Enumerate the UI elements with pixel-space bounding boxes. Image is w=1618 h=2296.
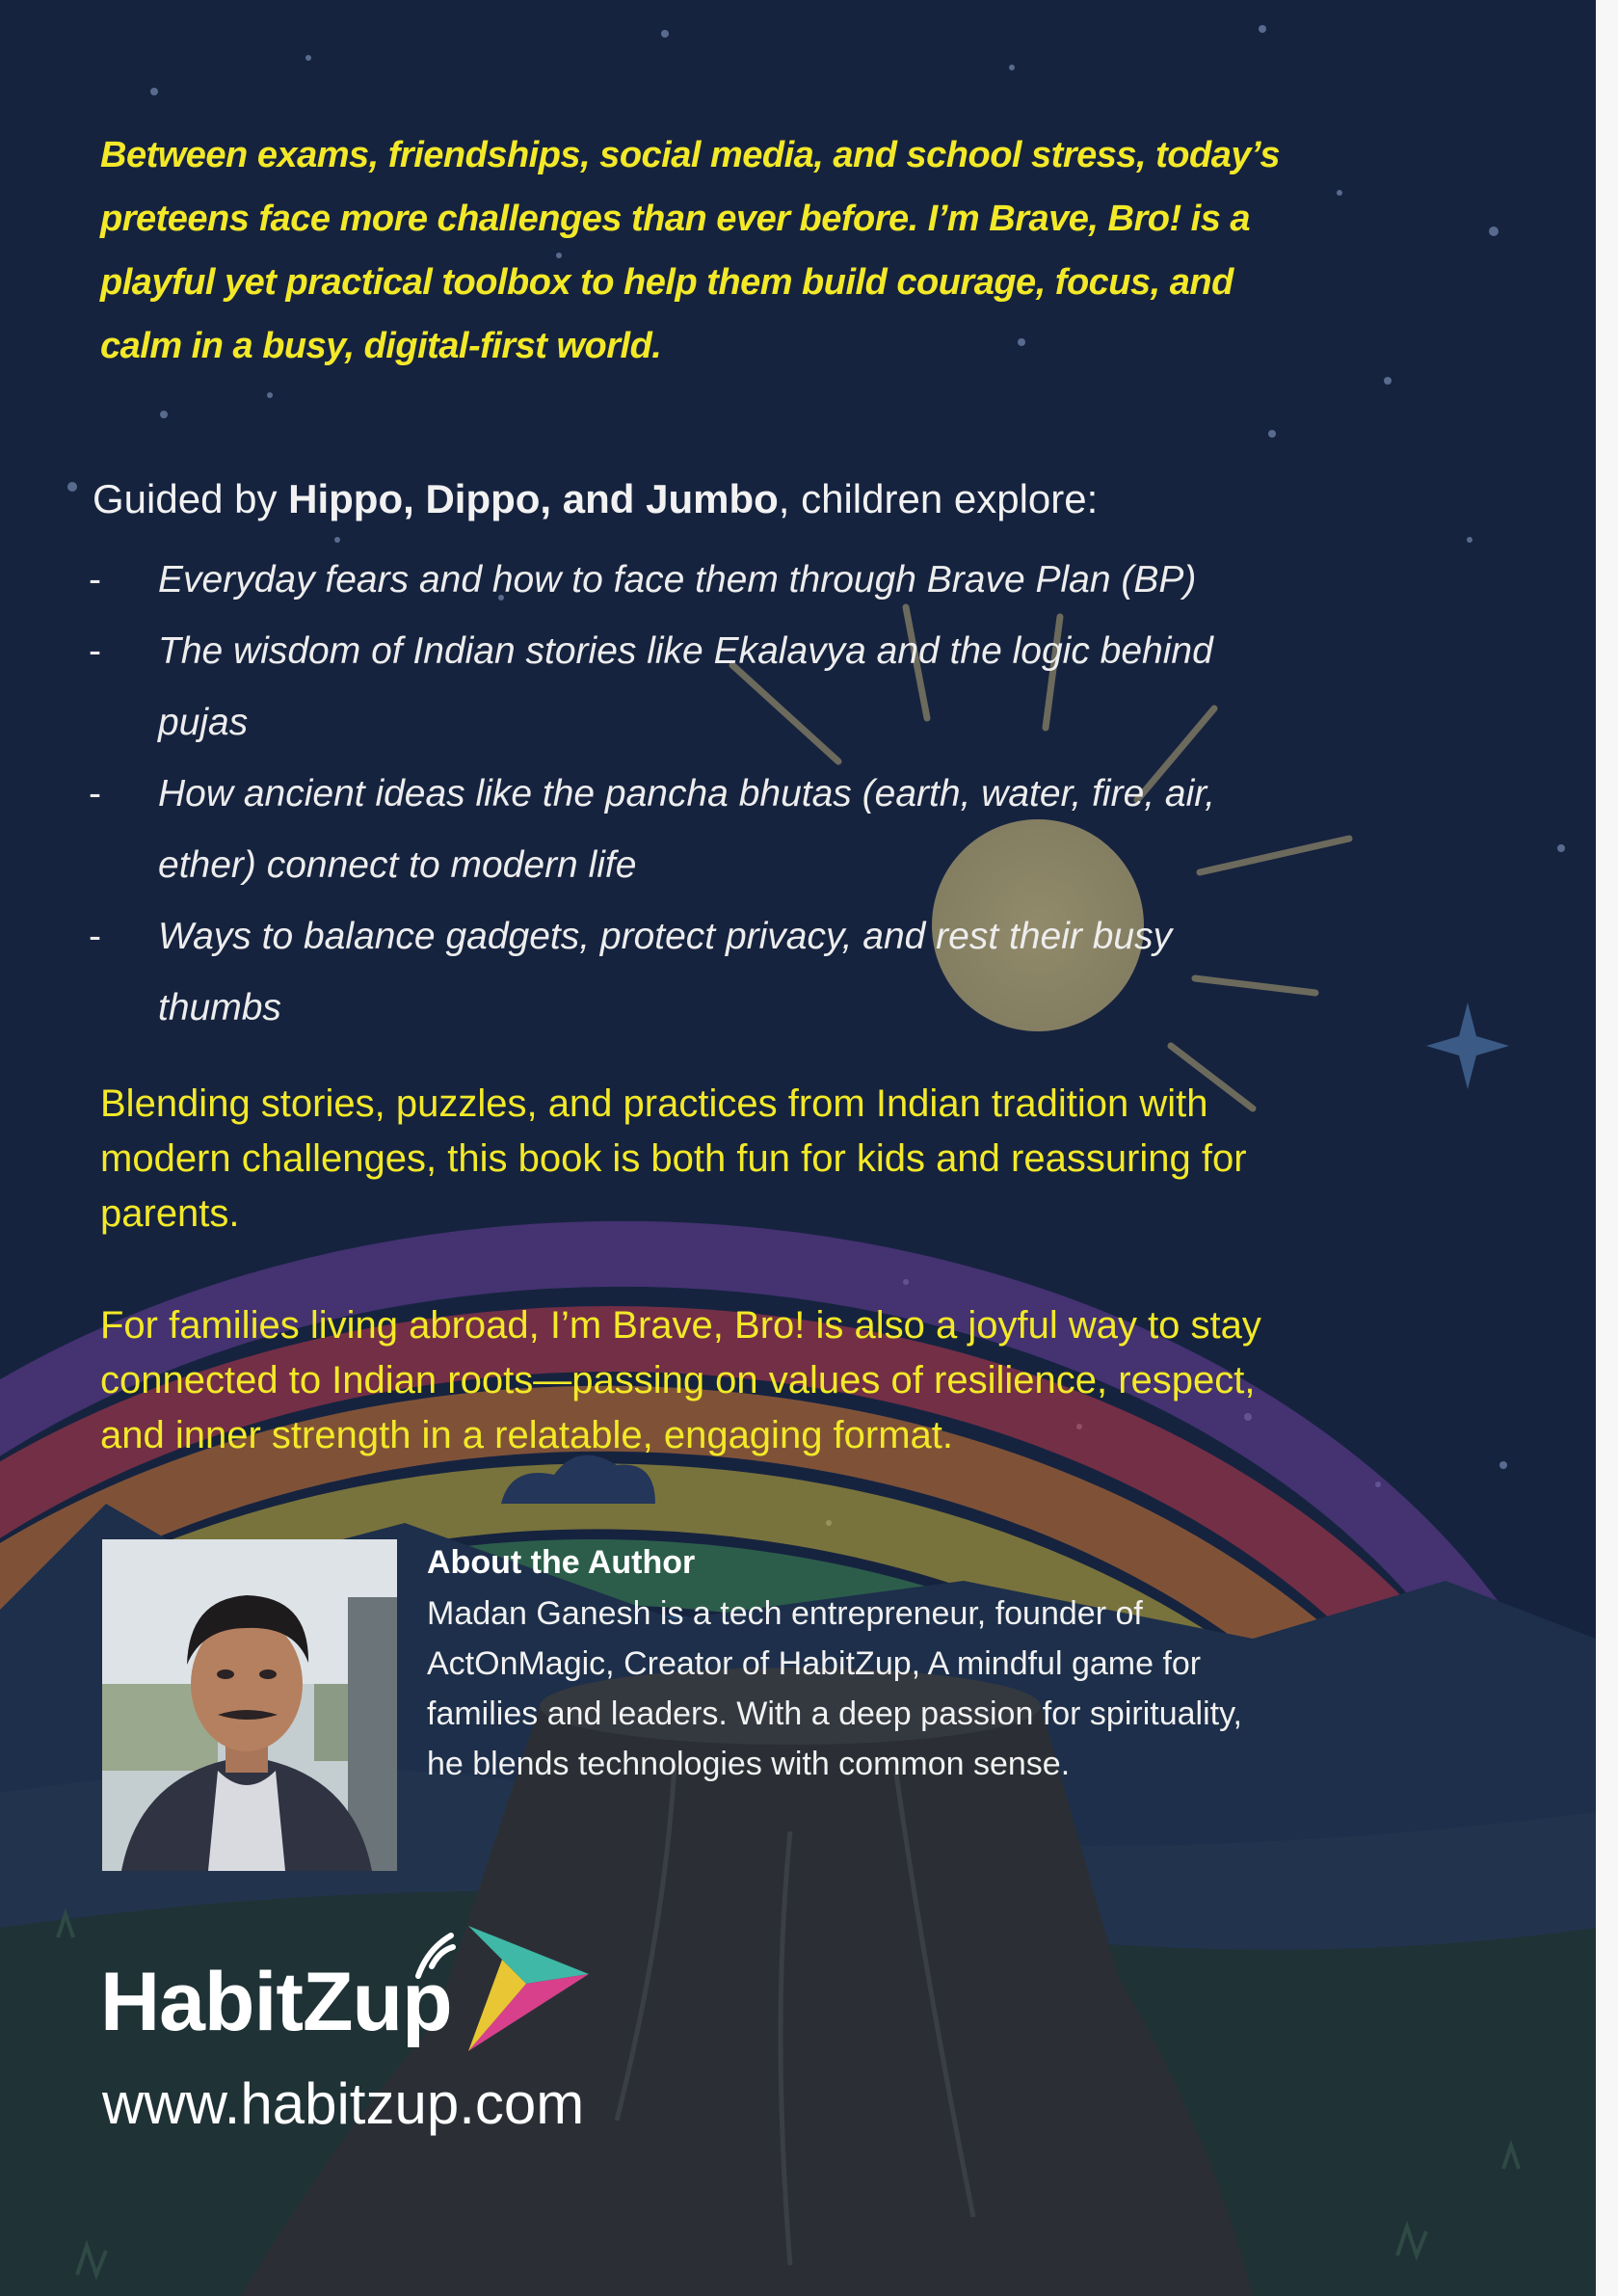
guided-suffix: , children explore: [778,476,1099,521]
brand-name: HabitZup [100,1956,452,2048]
list-item-line: Ways to balance gadgets, protect privacy, and rest their busy [158,916,1173,957]
habitzup-logo-icon [411,1907,603,2061]
list-item-line: How ancient ideas like the pancha bhutas (earth, water, fire, air, [158,773,1215,814]
families-paragraph [100,1298,1449,1463]
paragraph-line: For families living abroad, I’m Brave, Bro! is also a joyful way to stay [100,1304,1261,1347]
paragraph-line: Blending stories, puzzles, and practices from Indian tradition with [100,1082,1208,1125]
page-edge [1596,0,1618,2296]
intro-line: Between exams, friendships, social media, and school stress, today’s [100,135,1280,175]
bullet-dash: - [89,773,101,814]
bullet-dash: - [89,630,101,672]
bio-line: families and leaders. With a deep passion for spirituality, [427,1695,1242,1732]
list-item-line: Everyday fears and how to face them through Brave Plan (BP) [158,559,1197,601]
about-author-heading: About the Author [427,1544,696,1581]
intro-line: playful yet practical toolbox to help them build courage, focus, and [100,262,1233,303]
intro-blurb [100,123,1469,378]
bio-line: ActOnMagic, Creator of HabitZup, A mindful game for [427,1645,1202,1682]
bio-line: he blends technologies with common sense. [427,1746,1071,1782]
list-item [87,616,1455,759]
author-bio [427,1589,1439,1789]
guided-prefix: Guided by [93,476,289,521]
paragraph-line: and inner strength in a relatable, engaging format. [100,1414,954,1456]
bio-line: Madan Ganesh is a tech entrepreneur, founder of [427,1595,1143,1632]
list-item [87,545,1455,616]
website-url: www.habitzup.com [102,2071,585,2136]
author-photo [102,1539,397,1871]
intro-line: preteens face more challenges than ever before. I’m Brave, Bro! is a [100,199,1251,239]
intro-line: calm in a busy, digital-first world. [100,326,662,366]
list-item-line: thumbs [158,987,281,1028]
list-item [87,901,1455,1044]
list-item-line: ether) connect to modern life [158,844,637,886]
paragraph-line: modern challenges, this book is both fun for kids and reassuring for [100,1137,1247,1180]
bullet-dash: - [89,559,101,601]
explore-list [87,545,1455,1044]
blending-paragraph [100,1077,1449,1241]
guided-by-line [93,470,1461,528]
list-item-line: pujas [158,702,249,743]
bullet-dash: - [89,916,101,957]
paragraph-line: parents. [100,1192,240,1235]
paragraph-line: connected to Indian roots—passing on values of resilience, respect, [100,1359,1256,1402]
guide-names: Hippo, Dippo, and Jumbo [288,476,779,521]
list-item-line: The wisdom of Indian stories like Ekalavya and the logic behind [158,630,1213,672]
list-item [87,759,1455,901]
